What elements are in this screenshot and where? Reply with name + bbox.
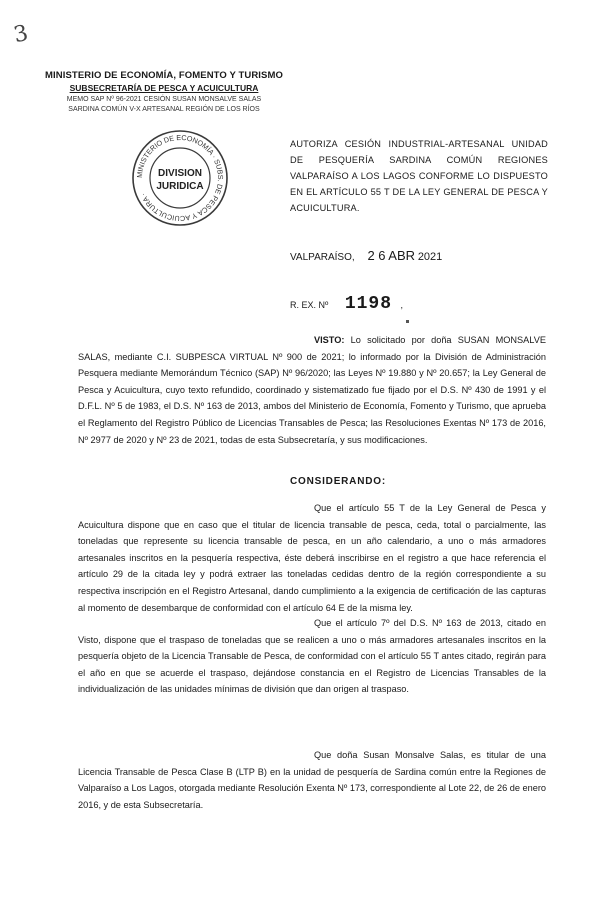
- handwritten-mark: 3: [11, 20, 31, 49]
- considerando-paragraph-3: Que doña Susan Monsalve Salas, es titular de una Licencia Transable de Pesca Clase B (LTP B) en la unidad de pesquería de Sardina común entre la Regiones de Valparaíso a Los Lagos, otorgada mediante Resolución Exenta Nº 173, correspondiente al Lote 22, de 26 de enero 2016, y de esta Subsecretaría.: [78, 750, 546, 810]
- visto-paragraph: [78, 332, 546, 448]
- stamp-center-line1: DIVISION: [158, 168, 202, 179]
- letterhead: [44, 70, 284, 113]
- visto-text: Lo solicitado por doña SUSAN MONSALVE SALAS, mediante C.I. SUBPESCA VIRTUAL Nº 900 de 2021; lo informado por la División de Administración Pesquera mediante Memorándum Técnico (SAP) Nº 96/2020; las Leyes Nº 19.880 y Nº 20.657; la Ley General de Pesca y Acuicultura, cuyo texto refundido, coordinado y sistematizado fue fijado por el D.S. Nº 430 de 1991 y el D.F.L. Nº 5 de 1983, el D.S. Nº 163 de 2013, ambos del Ministerio de Economía, Fomento y Turismo, que aprueba el Reglamento del Registro Público de Licencias Transables de Pesca; las Resoluciones Exentas Nº 173 de 2016, Nº 2977 de 2020 y Nº 23 de 2021, todas de esta Subsecretaría, y sus modificaciones.: [78, 335, 546, 445]
- resolution-number: 1198: [344, 294, 393, 314]
- resolution-number-line: [290, 294, 403, 314]
- scan-speck: [406, 320, 409, 323]
- date-month: ABR: [388, 248, 416, 263]
- visto-label: VISTO:: [314, 335, 345, 345]
- place-and-date: [290, 248, 442, 263]
- subsecretaria-name: SUBSECRETARÍA DE PESCA Y ACUICULTURA: [69, 83, 259, 93]
- division-juridica-stamp: [130, 128, 230, 228]
- considerando-heading: CONSIDERANDO:: [290, 476, 386, 487]
- ministry-name: MINISTERIO DE ECONOMÍA, FOMENTO Y TURISMO: [45, 70, 283, 81]
- considerando-paragraph-2: Que el artículo 7º del D.S. Nº 163 de 2013, citado en Visto, dispone que el traspaso de toneladas que se realicen a uno o más armadores artesanales inscritos en la pesquería objeto de la Licencia Transable de Pesca, de conformidad con el artículo 55 T antes citado, regirán para el año en que se acuerde el traspaso, dejándose constancia en el Registro de Licencias Transables de la individualización de las unidades mínimas de división que dan origen al traspaso.: [78, 618, 546, 695]
- memo-reference-line1: MEMO SAP Nº 96-2021 CESIÓN SUSAN MONSALVE SALAS: [66, 96, 262, 103]
- resolution-title: AUTORIZA CESIÓN INDUSTRIAL-ARTESANAL UNIDAD DE PESQUERÍA SARDINA COMÚN REGIONES VALPARAÍSO A LOS LAGOS CONFORME LO DISPUESTO EN EL ARTÍCULO 55 T DE LA LEY GENERAL DE PESCA Y ACUICULTURA.: [290, 139, 548, 213]
- stamp-center-line2: JURIDICA: [156, 181, 204, 192]
- date-year: 2021: [417, 251, 443, 263]
- stamp-ring-text: MINISTERIO DE ECONOMÍA · SUBS. DE PESCA Y ACUICULTURA ·: [134, 132, 226, 224]
- city: VALPARAÍSO,: [290, 252, 355, 263]
- memo-reference-line2: SARDINA COMÚN V-X ARTESANAL REGIÓN DE LOS RÍOS: [68, 106, 260, 113]
- resolution-trail: ,: [400, 300, 404, 310]
- considerando-paragraph-1: Que el artículo 55 T de la Ley General de Pesca y Acuicultura dispone que en caso que el titular de licencia transable de pesca, ceda, total o parcialmente, las toneladas que represente su licencia transable de pesca, en un año calendario, a uno o más armadores artesanales inscritos en la pesquería respectiva, éste deberá inscribirse en el registro a que hace referencia el artículo 29 de la citada ley y podrá extraer las toneladas cedidas dentro de la región correspondiente a su respectiva inscripción en el Registro Artesanal, dando cumplimiento a la exigencia de certificación de las capturas al momento de desembarque de conformidad con el artículo 64 E de la misma ley.: [78, 503, 546, 613]
- resolution-label: R. EX. Nº: [290, 300, 329, 310]
- date-day: 2 6: [367, 248, 386, 263]
